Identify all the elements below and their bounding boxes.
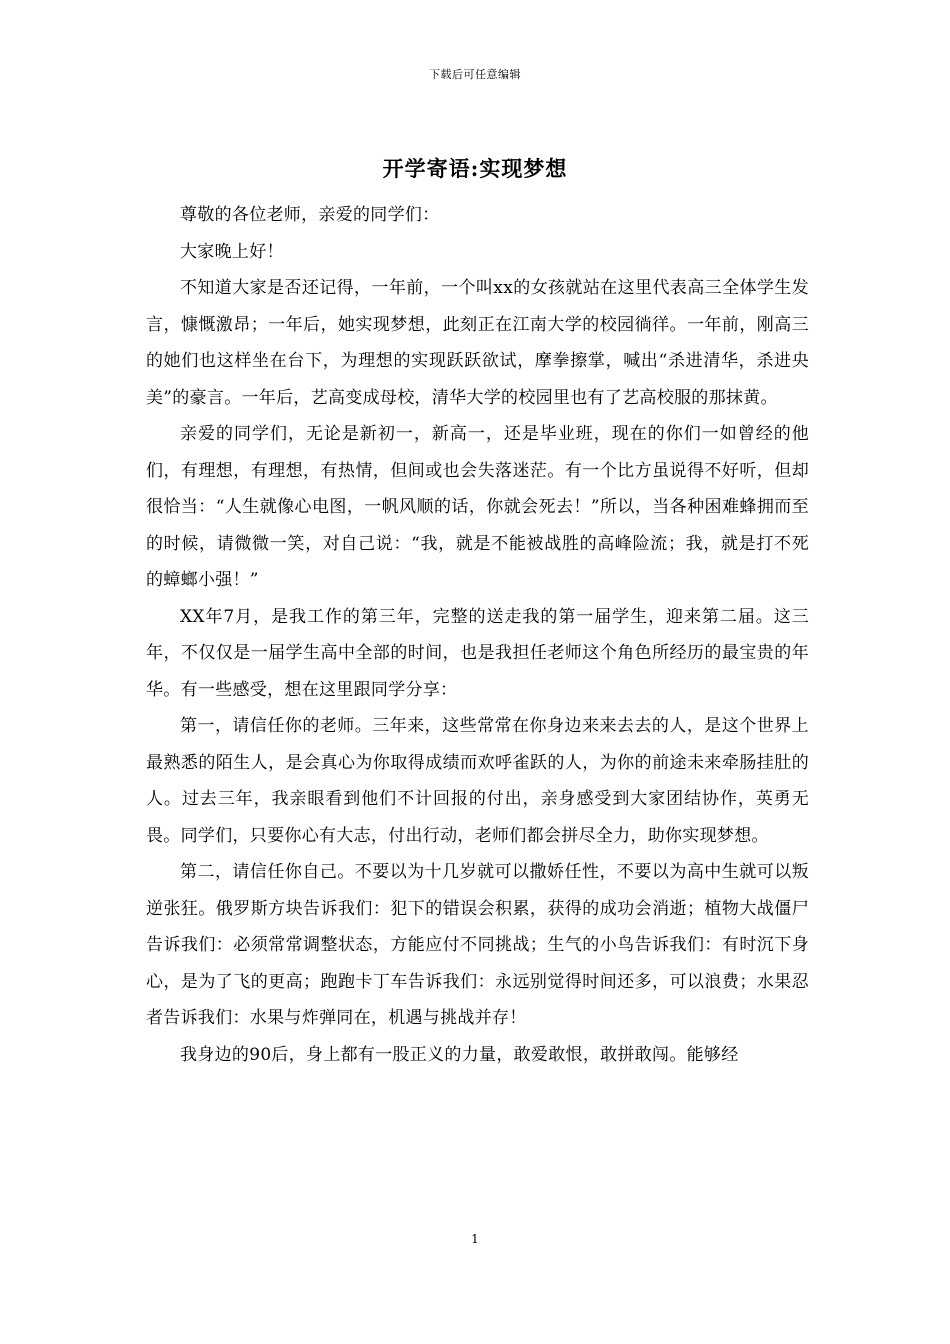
- paragraph-greeting: 大家晚上好！: [180, 241, 284, 262]
- paragraph-last-year: 不知道大家是否还记得，一年前，一个叫xx的女孩就站在这里代表高三全体学生发言，慷慨激昂；一年后，她实现梦想，此刻正在江南大学的校园徜徉。一年前，刚高三的她们也这样坐在台下，为理想的实现跃跃欲试，摩拳擦掌，喊出“杀进清华，杀进央美”的豪言。一年后，艺高变成母校，清华大学的校园里也有了艺高校服的那抹黄。: [146, 278, 809, 408]
- paragraph-trust-teachers: 第一，请信任你的老师。三年来，这些常常在你身边来来去去的人，是这个世界上最熟悉的陌生人，是会真心为你取得成绩而欢呼雀跃的人，为你的前途未来牵肠挂肚的人。过去三年，我亲眼看到他们不计回报的付出，亲身感受到大家团结协作，英勇无畏。同学们，只要你心有大志，付出行动，老师们都会拼尽全力，助你实现梦想。: [146, 716, 809, 846]
- paragraph-salutation: 尊敬的各位老师，亲爱的同学们：: [180, 205, 440, 225]
- header-note: 下载后可任意编辑: [429, 68, 521, 81]
- page-number: 1: [471, 1232, 479, 1246]
- paragraph-third-year: XX年7月，是我工作的第三年，完整的送走我的第一届学生，迎来第二届。这三年，不仅仅是一届学生高中全部的时间，也是我担任老师这个角色所经历的最宝贵的年华。有一些感受，想在这里跟同学分享：: [146, 606, 809, 700]
- paragraph-dear-students: 亲爱的同学们，无论是新初一，新高一，还是毕业班，现在的你们一如曾经的他们，有理想，有理想，有热情，但间或也会失落迷茫。有一个比方虽说得不好听，但却很恰当：“人生就像心电图，一帆风顺的话，你就会死去！”所以，当各种困难蜂拥而至的时候，请微微一笑，对自己说：“我，就是不能被战胜的高峰险流；我，就是打不死的蟑螂小强！”: [146, 424, 809, 590]
- document-body: [146, 197, 809, 1073]
- document-title: 开学寄语:实现梦想: [382, 156, 568, 181]
- paragraph-trust-yourself: 第二，请信任你自己。不要以为十几岁就可以撒娇任性，不要以为高中生就可以叛逆张狂。俄罗斯方块告诉我们：犯下的错误会积累，获得的成功会消逝；植物大战僵尸告诉我们：必须常常调整状态，方能应付不同挑战；生气的小鸟告诉我们：有时沉下身心，是为了飞的更高；跑跑卡丁车告诉我们：永远别觉得时间还多，可以浪费；水果忍者告诉我们：水果与炸弹同在，机遇与挑战并存！: [146, 862, 809, 1028]
- paragraph-post-90s: 我身边的90后，身上都有一股正义的力量，敢爱敢恨，敢拼敢闯。能够经: [180, 1044, 739, 1065]
